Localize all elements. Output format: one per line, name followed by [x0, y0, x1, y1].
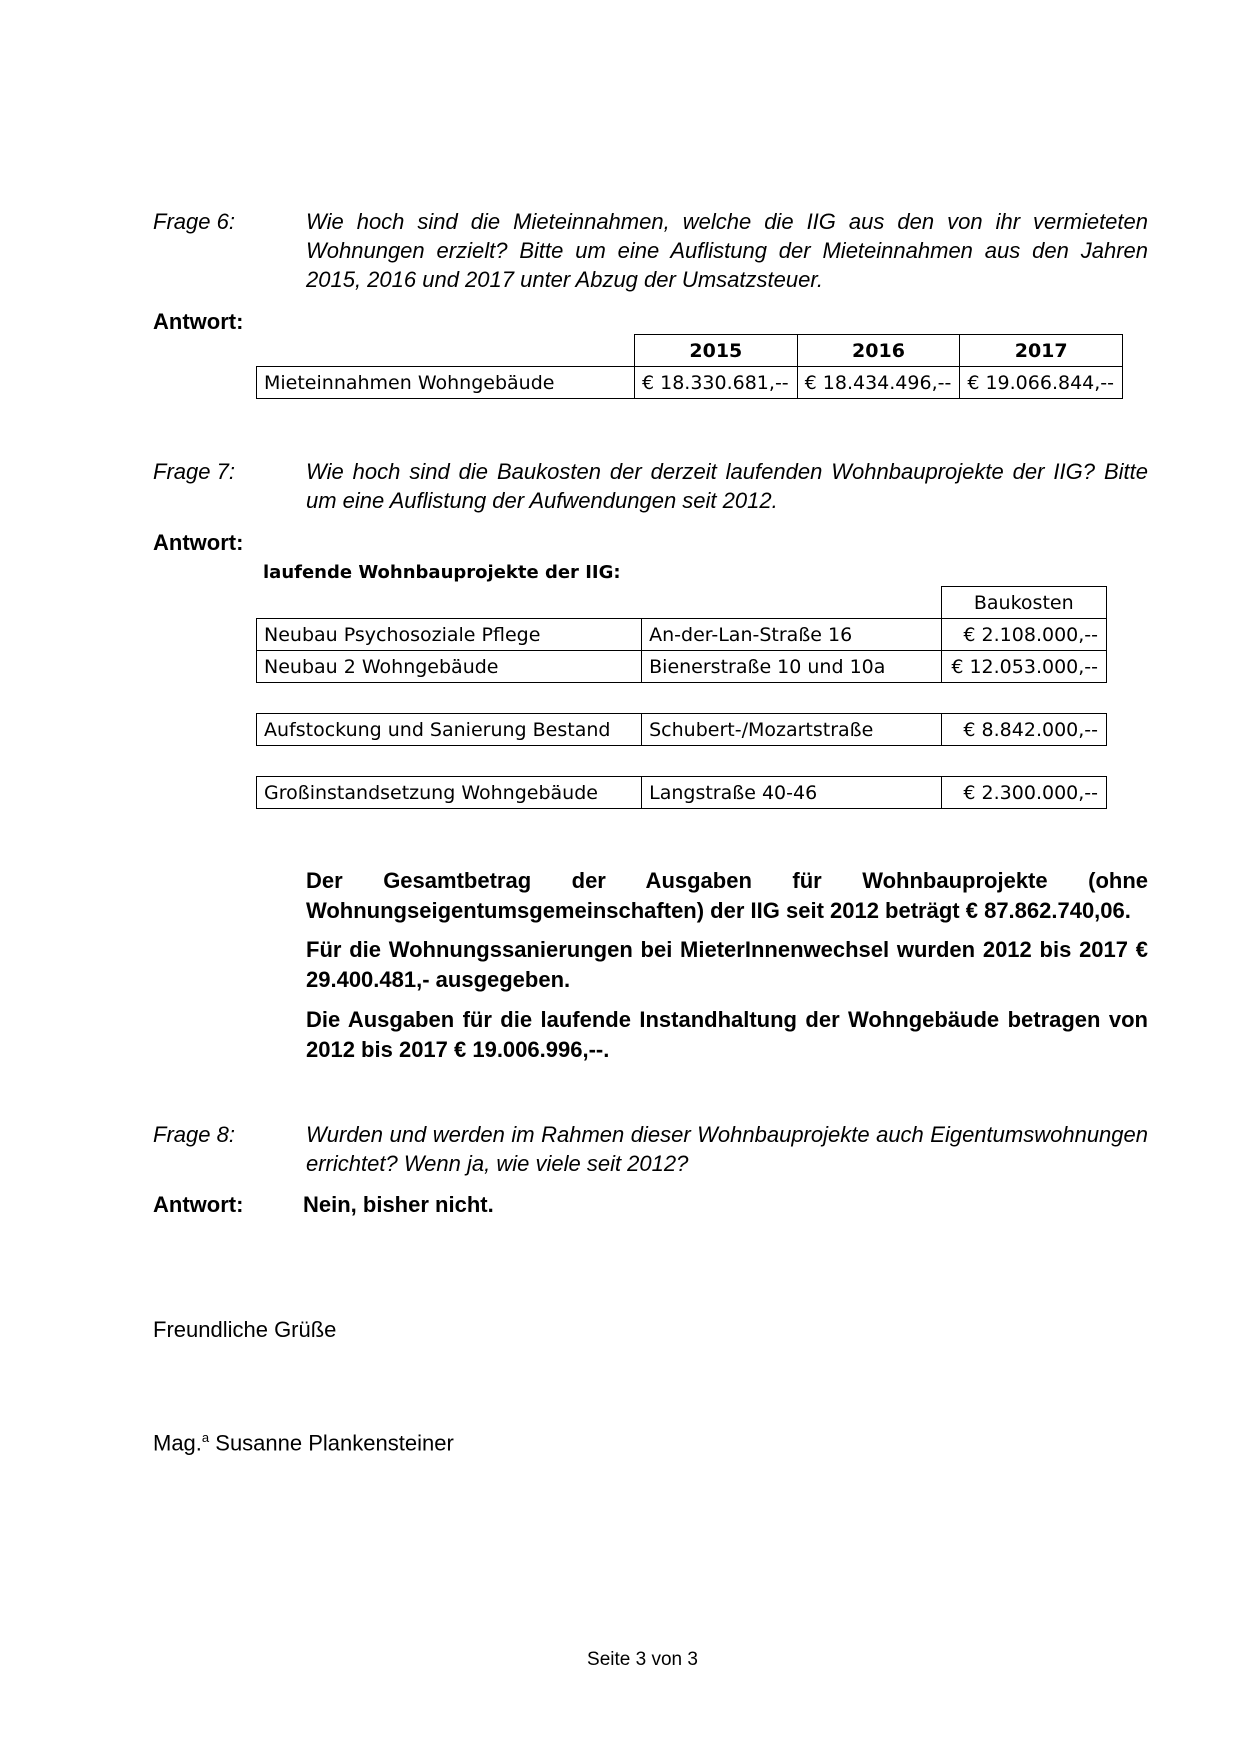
closing-greeting: Freundliche Grüße [153, 1317, 337, 1342]
spacer-row [257, 746, 1107, 777]
project-cost: € 2.300.000,-- [941, 777, 1107, 809]
project-address: Langstraße 40-46 [642, 777, 941, 809]
answer-6-label: Antwort: [153, 309, 244, 334]
question-6-label: Frage 6: [153, 209, 235, 234]
summary-maintenance: Die Ausgaben für die laufende Instandhaltung der Wohngebäude betragen von 2012 bis 2017 € 19.006.996,--. [306, 1007, 1148, 1062]
signature-sup: a [201, 1430, 210, 1445]
table-cell [642, 587, 941, 619]
project-name: Neubau Psychosoziale Pflege [257, 619, 642, 651]
question-8-label: Frage 8: [153, 1122, 235, 1147]
project-address: An-der-Lan-Straße 16 [642, 619, 941, 651]
rental-income-table [256, 334, 1123, 399]
project-name: Neubau 2 Wohngebäude [257, 651, 642, 683]
year-header: 2016 [797, 335, 960, 367]
income-value: € 19.066.844,-- [960, 367, 1123, 399]
summary-total: Der Gesamtbetrag der Ausgaben für Wohnbauprojekte (ohne Wohnungseigentumsgemeinschaften) der IIG seit 2012 beträgt € 87.862.740,06. [306, 868, 1148, 923]
answer-7-label: Antwort: [153, 530, 244, 555]
year-header: 2015 [634, 335, 797, 367]
project-cost: € 2.108.000,-- [941, 619, 1107, 651]
project-cost: € 8.842.000,-- [941, 714, 1107, 746]
cost-header: Baukosten [941, 587, 1107, 619]
table-row [257, 367, 1123, 399]
table-row [257, 777, 1107, 809]
spacer-row [257, 683, 1107, 714]
table-row [257, 587, 1107, 619]
income-value: € 18.434.496,-- [797, 367, 960, 399]
page-number: Seite 3 von 3 [587, 1649, 698, 1670]
table-row [257, 651, 1107, 683]
projects-table-title: laufende Wohnbauprojekte der IIG: [263, 562, 621, 583]
signature-prefix: Mag. [153, 1430, 202, 1456]
answer-8-text: Nein, bisher nicht. [303, 1192, 494, 1217]
question-6-text: Wie hoch sind die Mieteinnahmen, welche die IIG aus den von ihr vermieteten Wohnungen erzielt? Bitte um eine Auflistung der Mieteinnahmen aus den Jahren 2015, 2016 und 2017 unter Abzug der Umsatzsteuer. [306, 209, 1148, 292]
project-name: Großinstandsetzung Wohngebäude [257, 777, 642, 809]
year-header: 2017 [960, 335, 1123, 367]
project-address: Schubert-/Mozartstraße [642, 714, 941, 746]
summary-renovation: Für die Wohnungssanierungen bei MieterInnenwechsel wurden 2012 bis 2017 € 29.400.481,- ausgegeben. [306, 937, 1148, 992]
table-cell [257, 335, 635, 367]
signature [153, 1430, 454, 1456]
table-cell [257, 587, 642, 619]
question-7-text: Wie hoch sind die Baukosten der derzeit laufenden Wohnbauprojekte der IIG? Bitte um eine Auflistung der Aufwendungen seit 2012. [306, 459, 1148, 513]
project-cost: € 12.053.000,-- [941, 651, 1107, 683]
table-row [257, 714, 1107, 746]
answer-8-label: Antwort: [153, 1192, 244, 1217]
signature-name: Susanne Plankensteiner [209, 1430, 454, 1456]
table-row [257, 335, 1123, 367]
question-7-label: Frage 7: [153, 459, 235, 484]
question-8-text: Wurden und werden im Rahmen dieser Wohnbauprojekte auch Eigentumswohnungen errichtet? Wenn ja, wie viele seit 2012? [306, 1122, 1148, 1176]
projects-table [256, 586, 1107, 809]
income-value: € 18.330.681,-- [634, 367, 797, 399]
project-address: Bienerstraße 10 und 10a [642, 651, 941, 683]
row-label: Mieteinnahmen Wohngebäude [257, 367, 635, 399]
table-row [257, 619, 1107, 651]
project-name: Aufstockung und Sanierung Bestand [257, 714, 642, 746]
